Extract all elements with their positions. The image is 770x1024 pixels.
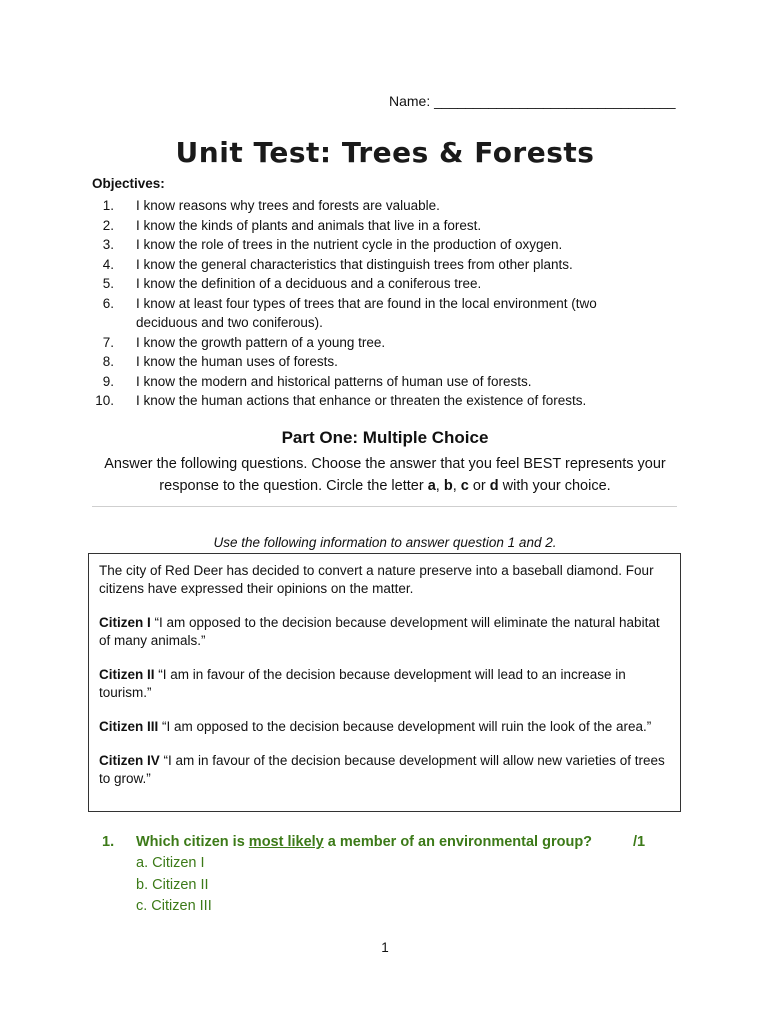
objective-text: I know the human actions that enhance or threaten the existence of forests. xyxy=(136,393,587,408)
letter-c: c xyxy=(460,478,469,494)
citizen-label: Citizen II xyxy=(99,667,155,682)
objective-text: I know the kinds of plants and animals that live in a forest. xyxy=(136,217,482,233)
objective-text: I know reasons why trees and forests are valuable. xyxy=(136,198,440,213)
objective-number: 8. xyxy=(102,354,114,369)
objective-number: 4. xyxy=(102,256,114,272)
letter-a: a xyxy=(427,478,436,494)
page-title: Unit Test: Trees & Forests xyxy=(175,136,595,169)
citizen-statement xyxy=(99,666,670,702)
objective-item xyxy=(86,294,646,333)
answer-option-c[interactable]: c. Citizen III xyxy=(136,898,212,914)
divider xyxy=(92,506,677,507)
info-caption: Use the following information to answer question 1 and 2. xyxy=(213,535,557,550)
objective-item xyxy=(86,235,646,255)
instructions-text: with your choice. xyxy=(498,478,611,494)
objectives-list xyxy=(86,196,646,411)
objective-text: I know the modern and historical patterns of human use of forests. xyxy=(136,373,532,389)
objective-number: 10. xyxy=(95,393,114,408)
objective-number: 9. xyxy=(102,373,114,389)
objective-text: I know the general characteristics that distinguish trees from other plants. xyxy=(136,256,573,272)
citizen-quote: “I am in favour of the decision because development will lead to an increase in tourism.” xyxy=(99,667,626,700)
objective-item xyxy=(86,255,646,275)
instructions xyxy=(82,453,688,497)
objective-item xyxy=(86,196,646,216)
question-1 xyxy=(102,832,662,918)
info-box xyxy=(88,553,681,812)
objective-text: I know the role of trees in the nutrient cycle in the production of oxygen. xyxy=(136,237,563,252)
citizen-statement xyxy=(99,752,670,788)
citizen-label: Citizen IV xyxy=(99,753,160,768)
answer-option-a[interactable]: a. Citizen I xyxy=(136,855,205,871)
name-field-line[interactable]: Name: _______________________________ xyxy=(389,93,676,109)
citizen-quote: “I am in favour of the decision because development will allow new varieties of trees to grow.” xyxy=(99,753,665,786)
separator: , xyxy=(435,478,444,494)
objective-number: 7. xyxy=(102,334,114,350)
objective-number: 3. xyxy=(102,237,114,252)
info-intro: The city of Red Deer has decided to convert a nature preserve into a baseball diamond. Four citizens have expressed their opinions on the matter. xyxy=(99,563,654,596)
objective-text: I know at least four types of trees that are found in the local environment (two deciduous and two coniferous). xyxy=(136,295,597,330)
objective-item xyxy=(86,352,646,372)
objective-item xyxy=(86,372,646,392)
citizen-statement xyxy=(99,718,670,736)
separator: , xyxy=(452,478,461,494)
objective-item xyxy=(86,216,646,236)
section-title: Part One: Multiple Choice xyxy=(281,428,489,447)
separator: or xyxy=(468,478,490,494)
objective-text: I know the human uses of forests. xyxy=(136,354,338,369)
letter-b: b xyxy=(443,478,453,494)
objective-item xyxy=(86,333,646,353)
objective-item xyxy=(86,391,646,411)
objective-item xyxy=(86,274,646,294)
objective-number: 6. xyxy=(102,295,114,311)
citizen-quote: “I am opposed to the decision because development will ruin the look of the area.” xyxy=(158,719,652,734)
objective-number: 5. xyxy=(102,276,114,291)
citizen-statement xyxy=(99,614,670,650)
letter-d: d xyxy=(489,478,499,494)
citizen-quote: “I am opposed to the decision because development will eliminate the natural habitat of many animals.” xyxy=(99,615,660,648)
citizen-label: Citizen I xyxy=(99,615,151,630)
objective-text: I know the growth pattern of a young tree. xyxy=(136,334,386,350)
page-number: 1 xyxy=(381,940,389,955)
question-number: 1. xyxy=(102,834,115,850)
answer-option-b[interactable]: b. Citizen II xyxy=(136,876,209,893)
question-line xyxy=(102,832,662,853)
emphasis-text: most likely xyxy=(248,834,324,850)
objective-number: 2. xyxy=(102,217,114,233)
objective-text: I know the definition of a deciduous and a coniferous tree. xyxy=(136,276,482,291)
instructions-text: Answer the following questions. Choose the answer that you feel BEST represents your response to the question. Circle the letter xyxy=(104,456,666,494)
objective-number: 1. xyxy=(102,198,114,213)
answer-options xyxy=(136,853,662,918)
objectives-heading: Objectives: xyxy=(92,176,165,191)
question-text: Which citizen is most likely a member of an environmental group? xyxy=(136,834,593,850)
question-marks: /1 xyxy=(633,834,646,850)
citizen-label: Citizen III xyxy=(99,719,159,734)
